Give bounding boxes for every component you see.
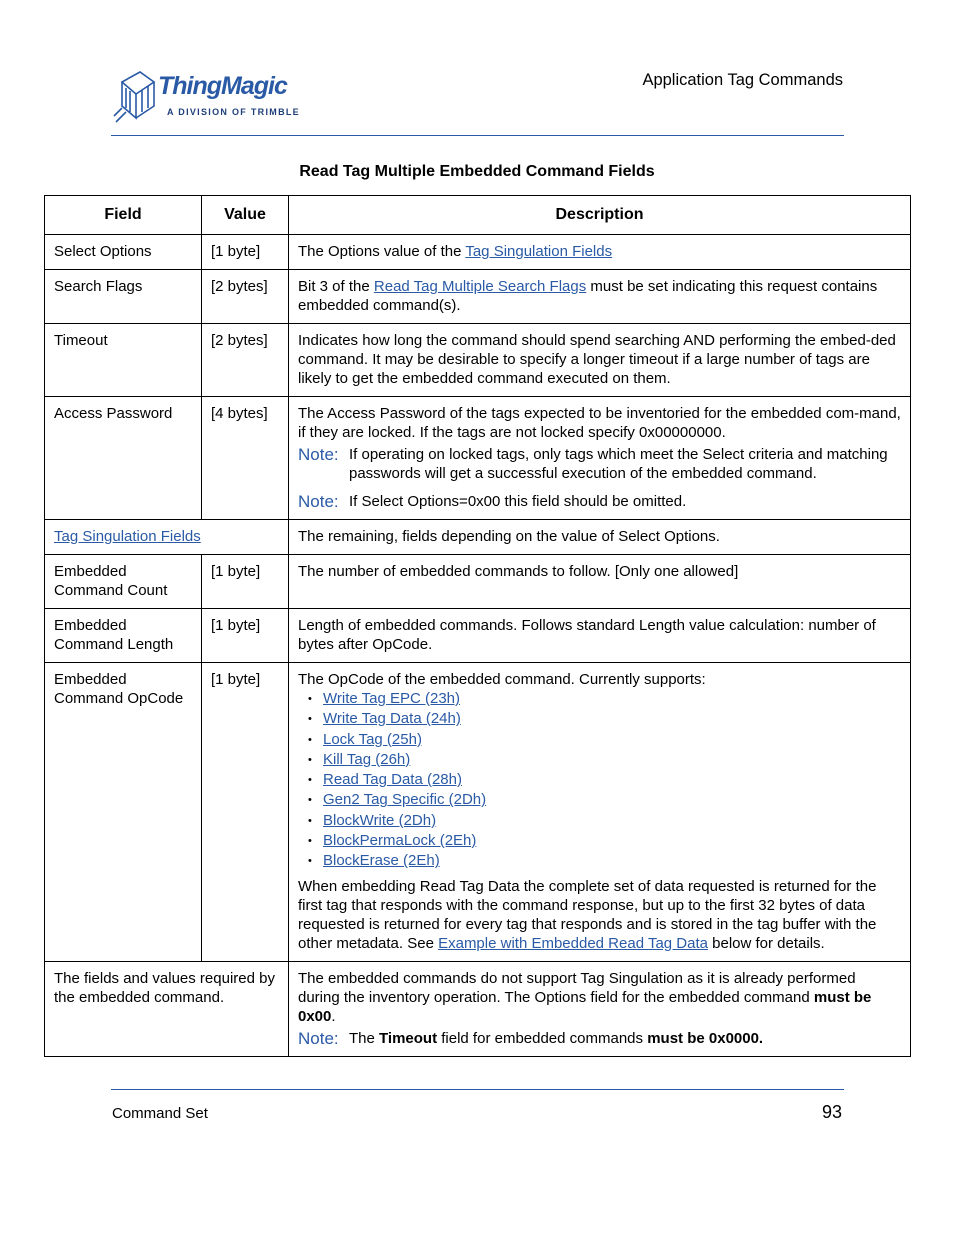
note-label: Note: bbox=[298, 1028, 339, 1048]
note-text: The Timeout field for embedded commands must be 0x0000. bbox=[349, 1029, 764, 1047]
footer-section-name: Command Set bbox=[112, 1105, 208, 1122]
description-cell: The Options value of the Tag Singulation Fields bbox=[289, 235, 911, 270]
footer-rule bbox=[111, 1089, 844, 1090]
value-cell: [2 bytes] bbox=[202, 270, 289, 324]
note bbox=[298, 445, 901, 483]
value-cell: [1 byte] bbox=[202, 609, 289, 663]
list-item: • Lock Tag (25h) bbox=[308, 730, 901, 750]
table-row bbox=[45, 397, 911, 520]
table-row bbox=[45, 270, 911, 324]
list-item: • BlockErase (2Eh) bbox=[308, 851, 901, 871]
list-item: • Write Tag Data (24h) bbox=[308, 709, 901, 729]
tag-singulation-fields-link[interactable]: Tag Singulation Fields bbox=[465, 243, 613, 260]
note-text: If Select Options=0x00 this field should be omitted. bbox=[349, 493, 687, 510]
table-row bbox=[45, 609, 911, 663]
table-caption: Read Tag Multiple Embedded Command Fields bbox=[299, 163, 655, 180]
thingmagic-logo bbox=[112, 68, 312, 126]
opcode-link[interactable]: Write Tag Data (24h) bbox=[323, 710, 461, 728]
field-cell: Timeout bbox=[45, 324, 202, 397]
table-row bbox=[45, 520, 911, 555]
note-label: Note: bbox=[298, 492, 339, 511]
value-cell: [4 bytes] bbox=[202, 397, 289, 520]
example-embedded-read-link[interactable]: Example with Embedded Read Tag Data bbox=[438, 934, 708, 952]
table-row bbox=[45, 555, 911, 609]
table-row bbox=[45, 324, 911, 397]
opcode-link[interactable]: Read Tag Data (28h) bbox=[323, 771, 462, 789]
note-label: Note: bbox=[298, 445, 339, 464]
column-header-value: Value bbox=[202, 196, 289, 235]
list-item: • Kill Tag (26h) bbox=[308, 750, 901, 770]
opcode-list bbox=[298, 689, 901, 872]
opcode-link[interactable]: Kill Tag (26h) bbox=[323, 750, 411, 768]
note bbox=[298, 492, 901, 511]
table-header-row bbox=[45, 196, 911, 235]
page-number: 93 bbox=[821, 1102, 842, 1122]
field-cell bbox=[45, 520, 289, 555]
table-row bbox=[45, 961, 911, 1056]
section-title: Application Tag Commands bbox=[642, 71, 843, 89]
note-text: If operating on locked tags, only tags which meet the Select criteria and matching passwords will get a successful execution of the embedded command. bbox=[349, 446, 888, 482]
opcode-link[interactable]: BlockErase (2Eh) bbox=[323, 852, 440, 870]
description-cell: Indicates how long the command should spend searching AND performing the embed-ded command. It may be desirable to specify a longer timeout if a large number of tags are likely to get the embedded command executed on them. bbox=[289, 324, 911, 397]
list-item: • BlockPermaLock (2Eh) bbox=[308, 831, 901, 851]
description-cell: The embedded commands do not support Tag Singulation as it is already performed during the inventory operation. The Options field for the embedded command must be 0x00. Note: The Timeout field for embedded commands must be 0x0000. bbox=[289, 961, 911, 1056]
tag-singulation-fields-link[interactable]: Tag Singulation Fields bbox=[54, 528, 201, 545]
value-cell: [2 bytes] bbox=[202, 324, 289, 397]
field-cell: Search Flags bbox=[45, 270, 202, 324]
list-item: • Read Tag Data (28h) bbox=[308, 770, 901, 790]
description-cell: The Access Password of the tags expected to be inventoried for the embedded com-mand, if they are locked. If the tags are not locked specify 0x00000000. Note: If operating on locked tags, only tags which meet the Select criteria and matching passwords will get a successful execution of the embedded command. Note: If Select Options=0x00 this field should be omitted. bbox=[289, 397, 911, 520]
description-cell: The OpCode of the embedded command. Currently supports: • Write Tag EPC (23h) • Write Tag Data (24h) • Lock Tag (25h) • Kill Tag (26h) • Read Tag Data (28h) • Gen2 Tag Specific (2Dh) • BlockWrite (2Dh) • BlockPermaLock (2Eh) • BlockErase (2Eh) When embedding Read Tag Data the complete set of data requested is returned for the first tag that responds with the command response, but up to the first 32 bytes of data requested is returned for every tag that responds and is stored in the tag buffer with the other metadata. See Example with Embedded Read Tag Data below for details. bbox=[289, 663, 911, 962]
logo-box-icon bbox=[112, 68, 156, 124]
header-rule bbox=[111, 135, 844, 136]
note bbox=[298, 1029, 901, 1048]
column-header-description: Description bbox=[289, 196, 911, 235]
description-cell: The number of embedded commands to follow. [Only one allowed] bbox=[289, 555, 911, 609]
description-cell: The remaining, fields depending on the value of Select Options. bbox=[289, 520, 911, 555]
value-cell: [1 byte] bbox=[202, 235, 289, 270]
opcode-link[interactable]: Write Tag EPC (23h) bbox=[323, 690, 460, 707]
description-cell: Bit 3 of the Read Tag Multiple Search Flags must be set indicating this request contains embedded command(s). bbox=[289, 270, 911, 324]
logo-tagline: A DIVISION OF TRIMBLE bbox=[167, 107, 300, 117]
logo-wordmark: ThingMagic bbox=[158, 72, 287, 100]
search-flags-link[interactable]: Read Tag Multiple Search Flags bbox=[373, 278, 587, 295]
field-cell: The fields and values required by the embedded command. bbox=[45, 961, 289, 1056]
opcode-link[interactable]: BlockPermaLock (2Eh) bbox=[323, 832, 477, 850]
table-row bbox=[45, 235, 911, 270]
value-cell: [1 byte] bbox=[202, 555, 289, 609]
field-cell: Access Password bbox=[45, 397, 202, 520]
description-cell: Length of embedded commands. Follows standard Length value calculation: number of bytes after OpCode. bbox=[289, 609, 911, 663]
list-item: • Gen2 Tag Specific (2Dh) bbox=[308, 790, 901, 810]
list-item: • BlockWrite (2Dh) bbox=[308, 811, 901, 831]
list-item: • Write Tag EPC (23h) bbox=[308, 689, 901, 709]
column-header-field: Field bbox=[45, 196, 202, 235]
table-row bbox=[45, 663, 911, 962]
field-cell: Embedded Command Length bbox=[45, 609, 202, 663]
field-cell: Embedded Command Count bbox=[45, 555, 202, 609]
value-cell: [1 byte] bbox=[202, 663, 289, 962]
command-fields-table bbox=[44, 195, 911, 1057]
opcode-link[interactable]: Lock Tag (25h) bbox=[323, 730, 422, 748]
field-cell: Embedded Command OpCode bbox=[45, 663, 202, 962]
opcode-link[interactable]: BlockWrite (2Dh) bbox=[323, 811, 437, 829]
field-cell: Select Options bbox=[45, 235, 202, 270]
opcode-link[interactable]: Gen2 Tag Specific (2Dh) bbox=[323, 791, 487, 809]
